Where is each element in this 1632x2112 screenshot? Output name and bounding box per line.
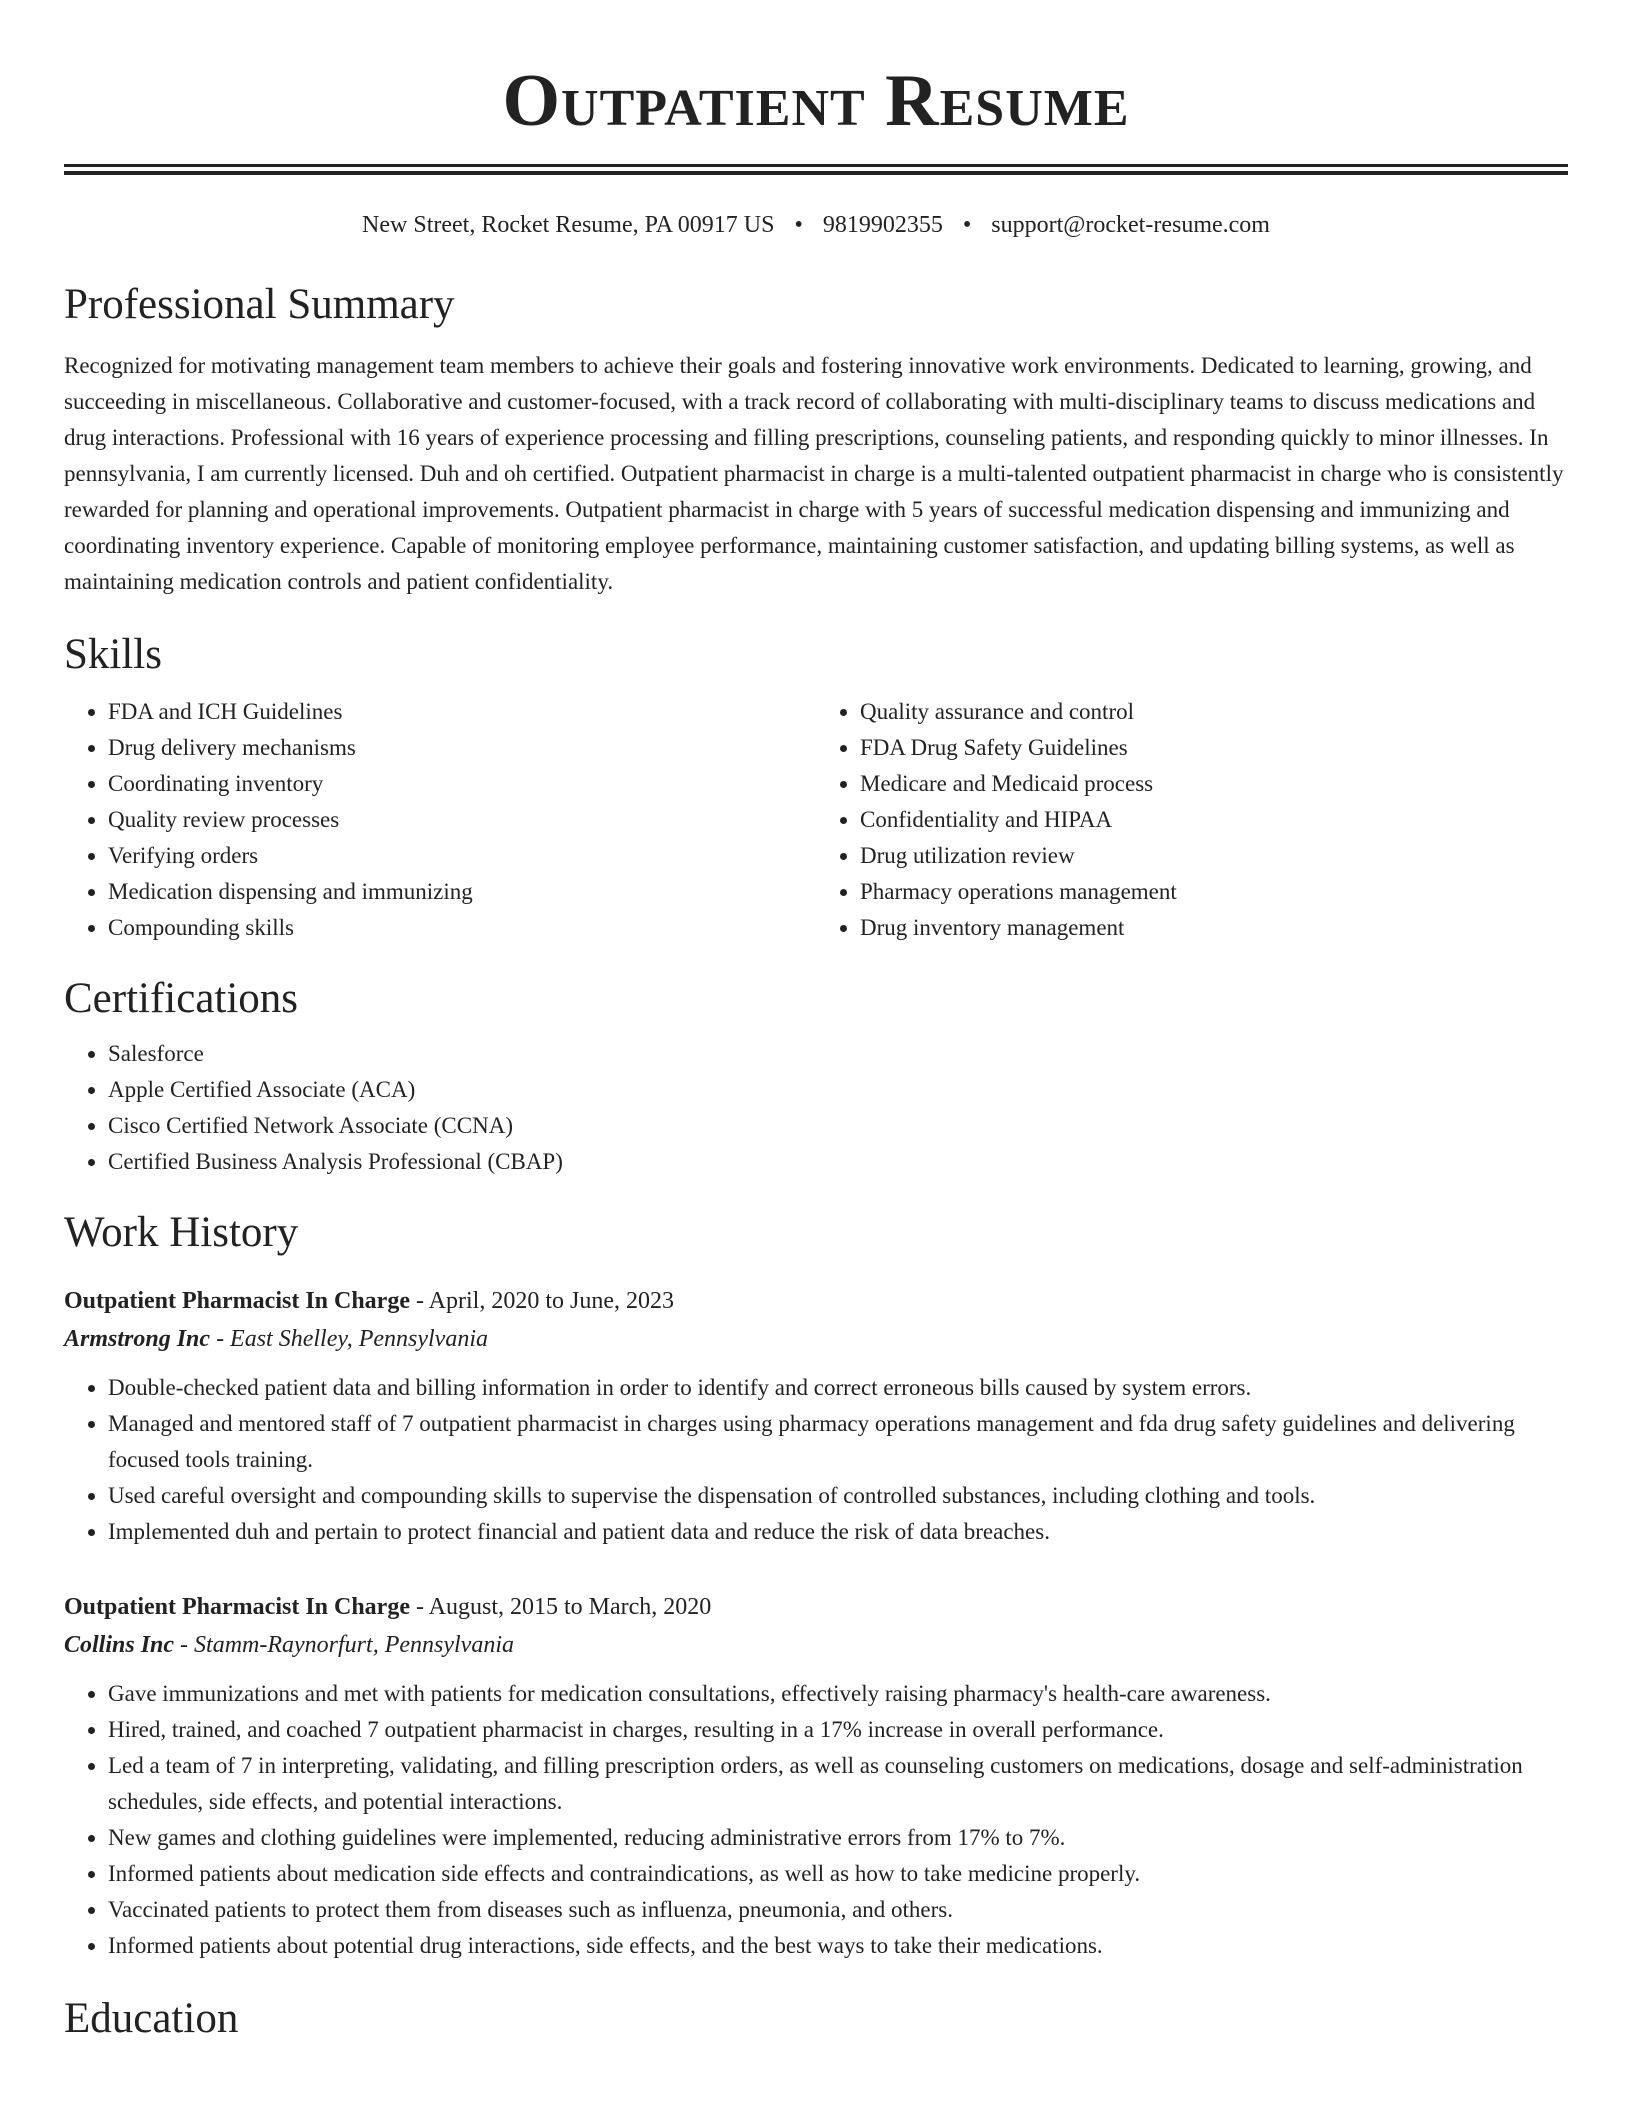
job-company-line xyxy=(64,1320,1568,1358)
skill-item: • Medication dispensing and immunizing xyxy=(108,874,816,910)
skill-item: • FDA and ICH Guidelines xyxy=(108,694,816,730)
certifications-list xyxy=(64,1036,1568,1180)
skills-heading: Skills xyxy=(64,631,162,678)
job-bullet: • Led a team of 7 in interpreting, validating, and filling prescription orders, as well as counseling customers on medications, dosage and self-administration schedules, side effects, and potential interactions. xyxy=(108,1748,1568,1820)
skill-item: • Pharmacy operations management xyxy=(860,874,1568,910)
job-bullet: • Vaccinated patients to protect them from diseases such as influenza, pneumonia, and others. xyxy=(108,1892,1568,1928)
job-dates: - April, 2020 to June, 2023 xyxy=(409,1288,674,1314)
job-bullet: • Used careful oversight and compounding skills to supervise the dispensation of controlled substances, including clothing and tools. xyxy=(108,1478,1568,1514)
contact-phone: 9819902355 xyxy=(822,212,943,238)
resume-title: Outpatient Resume xyxy=(502,60,1130,142)
job-location: - Stamm-Raynorfurt, Pennsylvania xyxy=(174,1632,514,1658)
skill-item: • Medicare and Medicaid process xyxy=(860,766,1568,802)
summary-text: Recognized for motivating management team members to achieve their goals and fostering innovative work environments. Dedicated to learning, growing, and succeeding in miscellaneous. Collaborative and customer-focused, with a track record of collaborating with multi-disciplinary teams to discuss medications and drug interactions. Professional with 16 years of experience processing and filling prescriptions, counseling patients, and responding quickly to minor illnesses. In pennsylvania, I am currently licensed. Duh and oh certified. Outpatient pharmacist in charge is a multi-talented outpatient pharmacist in charge who is consistently rewarded for planning and operational improvements. Outpatient pharmacist in charge with 5 years of successful medication dispensing and immunizing and coordinating inventory experience. Capable of monitoring employee performance, maintaining customer satisfaction, and updating billing systems, as well as maintaining medication controls and patient confidentiality. xyxy=(64,353,1564,594)
job-location: - East Shelley, Pennsylvania xyxy=(210,1326,488,1352)
skill-item: • Quality review processes xyxy=(108,802,816,838)
skill-item: • Drug utilization review xyxy=(860,838,1568,874)
summary-heading: Professional Summary xyxy=(64,281,455,328)
job-bullets xyxy=(64,1370,1568,1550)
skill-item: • Coordinating inventory xyxy=(108,766,816,802)
job-bullet: • Double-checked patient data and billing information in order to identify and correct erroneous bills caused by system errors. xyxy=(108,1370,1568,1406)
skill-item: • Verifying orders xyxy=(108,838,816,874)
skill-item: • Confidentiality and HIPAA xyxy=(860,802,1568,838)
contact-line xyxy=(64,209,1568,241)
title-divider xyxy=(64,164,1568,175)
job-title-line xyxy=(64,1282,1568,1320)
certification-item: • Salesforce xyxy=(108,1036,1568,1072)
skill-item: • Drug inventory management xyxy=(860,910,1568,946)
work-history-heading: Work History xyxy=(64,1209,299,1256)
contact-address: New Street, Rocket Resume, PA 00917 US xyxy=(362,212,775,238)
certification-item: • Certified Business Analysis Professional (CBAP) xyxy=(108,1144,1568,1180)
job-dates: - August, 2015 to March, 2020 xyxy=(409,1594,712,1620)
job-company: Collins Inc xyxy=(64,1632,175,1658)
job-entry xyxy=(64,1588,1568,1964)
skill-item: • Compounding skills xyxy=(108,910,816,946)
job-bullet: • Informed patients about potential drug interactions, side effects, and the best ways to take their medications. xyxy=(108,1928,1568,1964)
education-heading: Education xyxy=(64,1995,239,2042)
job-title-line xyxy=(64,1588,1568,1626)
job-company: Armstrong Inc xyxy=(64,1326,211,1352)
job-bullets xyxy=(64,1676,1568,1964)
skill-item: • FDA Drug Safety Guidelines xyxy=(860,730,1568,766)
job-bullet: • Managed and mentored staff of 7 outpatient pharmacist in charges using pharmacy operations management and fda drug safety guidelines and delivering focused tools training. xyxy=(108,1406,1568,1478)
job-bullet: • Gave immunizations and met with patients for medication consultations, effectively raising pharmacy's health-care awareness. xyxy=(108,1676,1568,1712)
skills-list-left xyxy=(64,694,816,946)
certifications-heading: Certifications xyxy=(64,975,299,1022)
job-bullet: • New games and clothing guidelines were implemented, reducing administrative errors from 17% to 7%. xyxy=(108,1820,1568,1856)
contact-email: support@rocket-resume.com xyxy=(991,212,1270,238)
job-bullet: • Implemented duh and pertain to protect financial and patient data and reduce the risk of data breaches. xyxy=(108,1514,1568,1550)
skill-item: • Quality assurance and control xyxy=(860,694,1568,730)
certification-item: • Cisco Certified Network Associate (CCNA) xyxy=(108,1108,1568,1144)
job-title: Outpatient Pharmacist In Charge xyxy=(64,1288,410,1314)
skills-columns xyxy=(64,694,1568,946)
job-bullet: • Informed patients about medication side effects and contraindications, as well as how to take medicine properly. xyxy=(108,1856,1568,1892)
job-title: Outpatient Pharmacist In Charge xyxy=(64,1594,410,1620)
skill-item: • Drug delivery mechanisms xyxy=(108,730,816,766)
job-company-line xyxy=(64,1626,1568,1664)
certification-item: • Apple Certified Associate (ACA) xyxy=(108,1072,1568,1108)
job-bullet: • Hired, trained, and coached 7 outpatient pharmacist in charges, resulting in a 17% increase in overall performance. xyxy=(108,1712,1568,1748)
contact-separator: • xyxy=(794,212,803,238)
contact-separator: • xyxy=(962,212,972,238)
skills-list-right xyxy=(816,694,1568,946)
job-entry xyxy=(64,1282,1568,1550)
